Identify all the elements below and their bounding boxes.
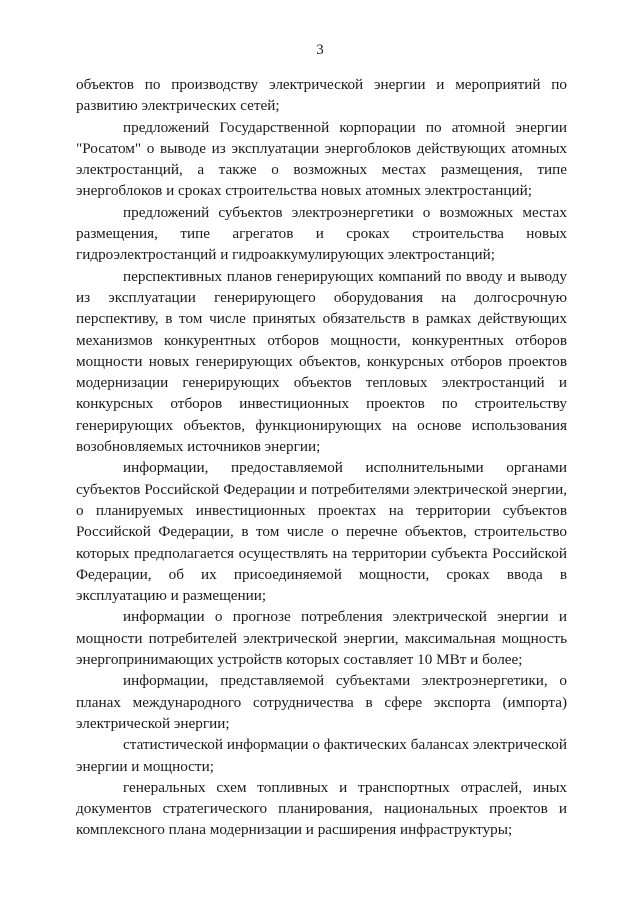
paragraph-generating-plans: перспективных планов генерирующих компаний по вводу и выводу из эксплуатации генерирующего оборудования на долгосрочную перспективу, в том числе принятых обязательств в рамках действующих механизмов конкурентных отборов мощности, конкурентных отборов мощности новых генерирующих объектов, конкурсных отборов проектов модернизации генерирующих объектов тепловых электростанций и конкурсных отборов инвестиционных проектов по строительству генерирующих объектов, функционирующих на основе использования возобновляемых источников энергии; (76, 267, 567, 456)
paragraph-regional-information: информации, предоставляемой исполнительными органами субъектов Российской Федерации и потребителями электрической энергии, о планируемых инвестиционных проектах на территории субъектов Российской Федерации, в том числе о перечне объектов, строительство которых предполагается осуществлять на территории субъекта Российской Федерации, об их присоединяемой мощности, сроках ввода в эксплуатацию и размещении; (76, 459, 567, 605)
page-number: 3 (316, 42, 324, 58)
paragraph-statistical-information: статистической информации о фактических балансах электрической энергии и мощности; (76, 736, 567, 775)
document-body (76, 74, 567, 841)
paragraph-general-schemes: генеральных схем топливных и транспортных отраслей, иных документов стратегического планирования, национальных проектов и комплексного плана модернизации и расширения инфраструктуры; (76, 778, 567, 839)
paragraph-international-cooperation: информации, представляемой субъектами электроэнергетики, о планах международного сотрудничества в сфере экспорта (импорта) электрической энергии; (76, 672, 567, 732)
paragraph-hydro-proposals: предложений субъектов электроэнергетики о возможных местах размещения, типе агрегатов и сроках строительства новых гидроэлектростанций и гидроаккумулирующих электростанций; (76, 203, 567, 264)
paragraph-continuation: объектов по производству электрической энергии и мероприятий по развитию электрических сетей; (76, 76, 567, 115)
paragraph-consumption-forecast: информации о прогнозе потребления электрической энергии и мощности потребителей электрической энергии, максимальная мощность энергопринимающих устройств которых составляет 10 МВт и более; (76, 608, 567, 669)
paragraph-rosatom-proposals: предложений Государственной корпорации по атомной энергии "Росатом" о выводе из эксплуатации энергоблоков действующих атомных электростанций, а также о возможных местах размещения, типе энергоблоков и сроках строительства новых атомных электростанций; (76, 118, 567, 200)
